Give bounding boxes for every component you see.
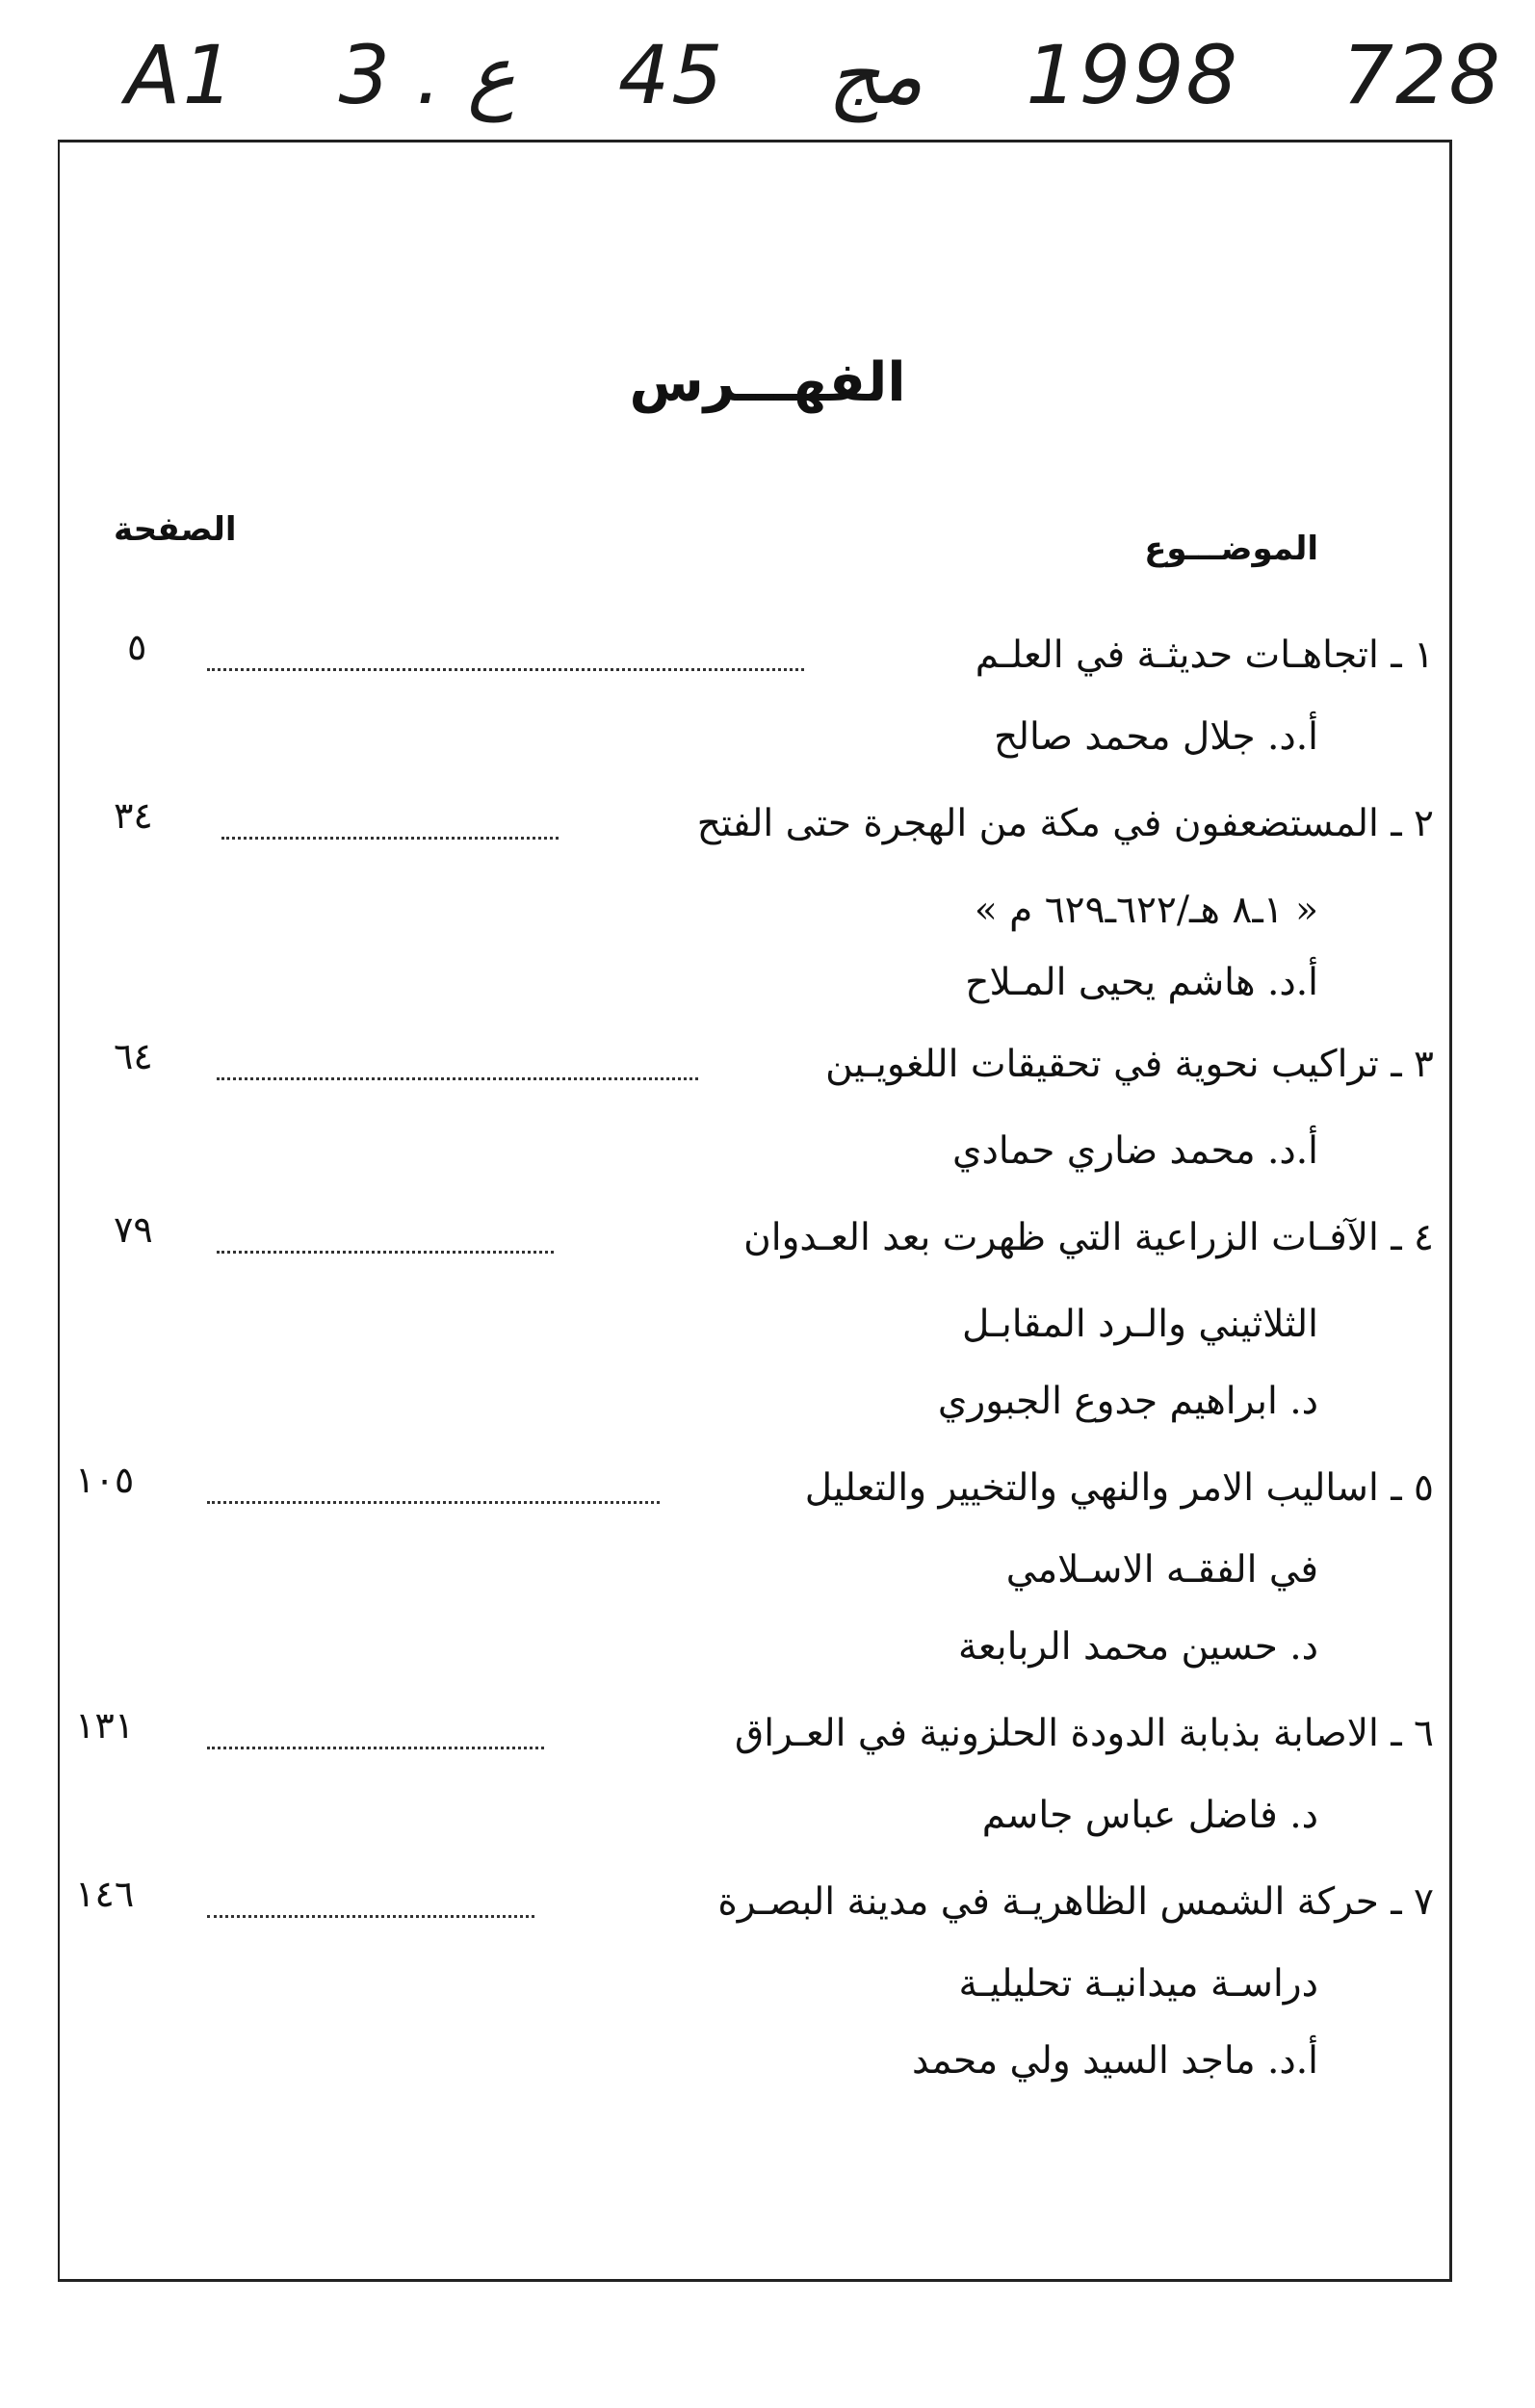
toc-entry-title: ٧ ـ حركة الشمس الظاهريـة في مدينة البصـرة <box>717 1880 1434 1924</box>
catalog-part: 3 . ع <box>338 28 516 122</box>
toc-page-number: ٥ <box>127 626 147 668</box>
toc-entry-author: أ.د. جلال محمد صالح <box>993 715 1318 759</box>
page-column-header: الصفحة <box>114 510 237 549</box>
toc-page-number: ٧٩ <box>114 1208 153 1251</box>
page-frame <box>58 140 1452 2282</box>
toc-entry-title-continued: دراسـة ميدانيـة تحليليـة <box>958 1962 1318 2006</box>
catalog-part: 45 <box>617 28 725 122</box>
leader-dots <box>207 1743 544 1749</box>
toc-page-number: ١٠٥ <box>75 1459 135 1501</box>
toc-entry-author: د. فاضل عباس جاسم <box>981 1794 1318 1837</box>
toc-entry-author: د. حسين محمد الربابعة <box>958 1625 1318 1669</box>
toc-entry-title-continued: « ١ـ٨ هـ/٦٢٢ـ٦٢٩ م » <box>974 889 1318 932</box>
toc-entry-title: ١ ـ اتجاهـات حديثـة في العلـم <box>975 634 1434 677</box>
toc-entry-author: أ.د. محمد ضاري حمادي <box>951 1129 1318 1173</box>
toc-entry-title: ٥ ـ اساليب الامر والنهي والتخيير والتعليل <box>804 1466 1434 1510</box>
toc-entry-author: د. ابراهيم جدوع الجبوري <box>937 1380 1318 1423</box>
handwritten-catalog-note <box>125 17 1502 133</box>
leader-dots <box>217 1247 554 1254</box>
leader-dots <box>207 1497 660 1504</box>
toc-entry-author: أ.د. ماجد السيد ولي محمد <box>912 2039 1318 2083</box>
toc-entry-title: ٤ ـ الآفـات الزراعية التي ظهرت بعد العـدوان <box>743 1216 1434 1259</box>
page-title: الفهـــرس <box>629 351 906 414</box>
toc-page-number: ٣٤ <box>114 794 153 837</box>
catalog-part: 1998 <box>1026 28 1239 122</box>
toc-page-number: ١٤٦ <box>75 1873 135 1915</box>
subject-column-header: الموضـــوع <box>1144 530 1318 568</box>
leader-dots <box>217 1074 698 1080</box>
catalog-part: مج <box>827 28 924 122</box>
toc-entry-title: ٢ ـ المستضعفون في مكة من الهجرة حتى الفتح <box>696 802 1434 845</box>
toc-page-number: ٦٤ <box>114 1035 153 1077</box>
toc-entry-title-continued: الثلاثيني والـرد المقابـل <box>961 1303 1318 1346</box>
leader-dots <box>207 664 804 671</box>
catalog-part: 728 <box>1341 28 1502 122</box>
toc-entry-title: ٦ ـ الاصابة بذبابة الدودة الحلزونية في العـراق <box>734 1712 1434 1755</box>
toc-page-number: ١٣١ <box>75 1704 135 1747</box>
catalog-part: A1 <box>125 28 236 122</box>
toc-entry-title: ٣ ـ تراكيب نحوية في تحقيقات اللغويـين <box>825 1043 1434 1086</box>
toc-entry-title-continued: في الفقـه الاسـلامي <box>1005 1548 1318 1592</box>
leader-dots <box>221 833 559 840</box>
leader-dots <box>207 1911 534 1918</box>
toc-entry-author: أ.د. هاشم يحيى المـلاح <box>965 961 1318 1004</box>
